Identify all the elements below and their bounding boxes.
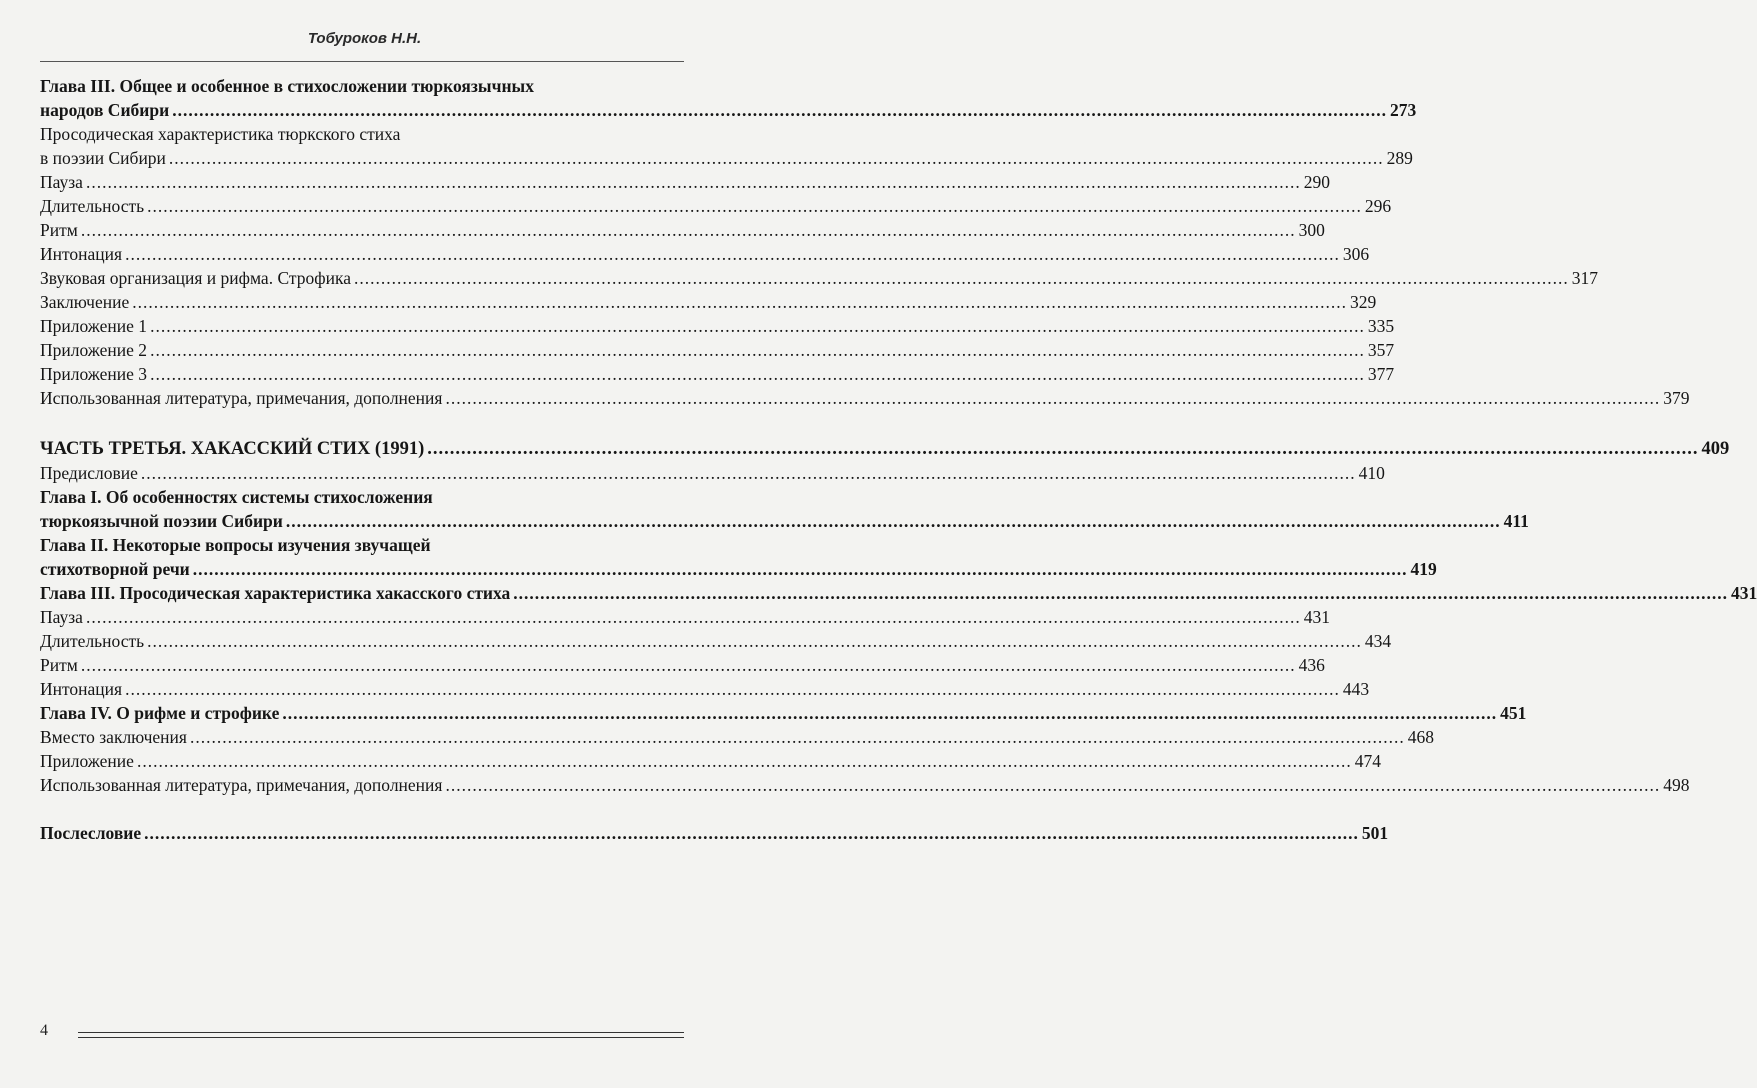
toc-entry-k-ch4[interactable] (40, 701, 1527, 725)
toc-entry-title: стихотворной речи (40, 559, 190, 579)
toc-entry-prosody-line1: Просодическая характеристика тюркского стиха (40, 124, 401, 144)
toc-entry-title: Приложение (40, 751, 134, 771)
dot-leader: .................................................................................................................................................................................................................................. (140, 463, 1356, 483)
toc-entry-page: 357 (1367, 340, 1395, 360)
toc-entry-pause[interactable] (40, 170, 1330, 194)
toc-entry-title: Интонация (40, 244, 123, 264)
dot-leader: .................................................................................................................................................................................................................................. (125, 244, 1340, 264)
toc-entry-appendix-3[interactable] (40, 362, 1395, 386)
toc-entry-page: 431 (1731, 583, 1757, 603)
dot-leader: .................................................................................................................................................................................................................................. (427, 439, 1699, 459)
toc-entry-title: Звуковая организация и рифма. Строфика (40, 268, 351, 288)
toc-entry-page: 443 (1342, 679, 1370, 699)
toc-entry-preface[interactable] (40, 461, 1385, 485)
toc-entry-page: 474 (1354, 751, 1381, 771)
table-of-contents (40, 74, 1757, 845)
dot-leader: .................................................................................................................................................................................................................................. (147, 196, 1362, 216)
toc-entry-title: в поэзии Сибири (40, 148, 166, 168)
toc-entry-page: 409 (1701, 439, 1730, 459)
toc-entry-title: Длительность (40, 631, 145, 651)
toc-entry-page: 317 (1571, 268, 1598, 288)
toc-entry-title: Приложение 1 (40, 316, 148, 336)
toc-entry-afterword[interactable] (40, 821, 1389, 845)
toc-entry-duration[interactable] (40, 629, 1392, 653)
toc-entry-literature[interactable] (40, 386, 1690, 410)
toc-entry-k-ch1[interactable] (40, 509, 1529, 533)
toc-entry-page: 377 (1367, 364, 1395, 384)
toc-entry-page: 419 (1410, 559, 1437, 579)
toc-entry-ch3-line1: Глава III. Общее и особенное в стихосложении тюркоязычных (40, 76, 534, 96)
dot-leader: .................................................................................................................................................................................................................................. (150, 316, 1365, 336)
toc-entry-page: 498 (1663, 775, 1690, 795)
toc-entry-page: 329 (1350, 292, 1377, 312)
toc-entry-title: Использованная литература, примечания, дополнения (40, 775, 443, 795)
toc-entry-part-three[interactable] (40, 437, 1730, 461)
toc-entry-k-ch3[interactable] (40, 581, 1757, 605)
toc-entry-page: 501 (1361, 823, 1389, 843)
toc-entry-instead-of-conclusion[interactable] (40, 725, 1434, 749)
section-gap (40, 410, 684, 437)
toc-entry-page: 468 (1407, 727, 1434, 747)
toc-entry-title: Глава IV. О рифме и строфике (40, 703, 280, 723)
toc-entry-title: ЧАСТЬ ТРЕТЬЯ. ХАКАССКИЙ СТИХ (1991) (40, 439, 425, 459)
toc-entry-page: 436 (1298, 655, 1325, 675)
toc-entry-title: народов Сибири (40, 100, 170, 120)
toc-entry-page: 296 (1364, 196, 1392, 216)
dot-leader: .................................................................................................................................................................................................................................. (132, 292, 1347, 312)
dot-leader: .................................................................................................................................................................................................................................. (136, 751, 1352, 771)
dot-leader: .................................................................................................................................................................................................................................. (189, 727, 1405, 747)
toc-entry-title: Вместо заключения (40, 727, 187, 747)
header-rule (40, 61, 684, 62)
toc-entry-title: Глава III. Просодическая характеристика хакасского стиха (40, 583, 511, 603)
toc-entry-title: Приложение 2 (40, 340, 148, 360)
toc-entry-prosody[interactable] (40, 146, 1413, 170)
toc-entry-k-ch1-line1: Глава I. Об особенностях системы стихосложения (40, 487, 433, 507)
toc-entry-intonation[interactable] (40, 242, 1370, 266)
toc-entry-sound-organization[interactable] (40, 266, 1598, 290)
toc-entry-title: Послесловие (40, 823, 142, 843)
toc-entry-literature[interactable] (40, 773, 1690, 797)
dot-leader: .................................................................................................................................................................................................................................. (192, 559, 1408, 579)
dot-leader: .................................................................................................................................................................................................................................. (445, 775, 1661, 795)
toc-entry-title: Использованная литература, примечания, дополнения (40, 388, 443, 408)
dot-leader: .................................................................................................................................................................................................................................. (285, 511, 1501, 531)
toc-entry-title: Ритм (40, 220, 78, 240)
toc-entry-page: 431 (1303, 607, 1330, 627)
dot-leader: .................................................................................................................................................................................................................................. (168, 148, 1384, 168)
toc-entry-duration[interactable] (40, 194, 1392, 218)
toc-entry-rhythm[interactable] (40, 218, 1325, 242)
dot-leader: .................................................................................................................................................................................................................................. (172, 100, 1387, 120)
dot-leader: .................................................................................................................................................................................................................................. (282, 703, 1498, 723)
footer-rule (78, 1037, 684, 1038)
toc-entry-appendix-2[interactable] (40, 338, 1395, 362)
toc-entry-conclusion[interactable] (40, 290, 1377, 314)
toc-entry-page: 289 (1386, 148, 1413, 168)
toc-entry-page: 335 (1367, 316, 1395, 336)
dot-leader: .................................................................................................................................................................................................................................. (353, 268, 1569, 288)
page-number: 4 (40, 1022, 48, 1039)
dot-leader: .................................................................................................................................................................................................................................. (80, 220, 1296, 240)
running-header: Тобуроков Н.Н. (307, 30, 422, 47)
toc-entry-title: Пауза (40, 607, 83, 627)
dot-leader: .................................................................................................................................................................................................................................. (445, 388, 1661, 408)
toc-entry-page: 434 (1364, 631, 1392, 651)
toc-entry-page: 379 (1663, 388, 1690, 408)
dot-leader: .................................................................................................................................................................................................................................. (85, 172, 1301, 192)
toc-entry-page: 411 (1503, 511, 1529, 531)
toc-entry-title: Длительность (40, 196, 145, 216)
toc-entry-title: Ритм (40, 655, 78, 675)
toc-entry-k-ch2[interactable] (40, 557, 1437, 581)
toc-entry-appendix[interactable] (40, 749, 1381, 773)
toc-entry-page: 410 (1358, 463, 1385, 483)
dot-leader: .................................................................................................................................................................................................................................. (150, 340, 1365, 360)
footer-rule (78, 1032, 684, 1033)
dot-leader: .................................................................................................................................................................................................................................. (125, 679, 1340, 699)
dot-leader: .................................................................................................................................................................................................................................. (85, 607, 1301, 627)
toc-entry-title: Приложение 3 (40, 364, 148, 384)
toc-entry-page: 306 (1342, 244, 1370, 264)
dot-leader: .................................................................................................................................................................................................................................. (144, 823, 1359, 843)
toc-entry-page: 451 (1500, 703, 1527, 723)
toc-entry-title: Интонация (40, 679, 123, 699)
toc-entry-title: Пауза (40, 172, 83, 192)
toc-entry-page: 290 (1303, 172, 1330, 192)
toc-entry-rhythm[interactable] (40, 653, 1325, 677)
dot-leader: .................................................................................................................................................................................................................................. (513, 583, 1729, 603)
dot-leader: .................................................................................................................................................................................................................................. (80, 655, 1296, 675)
toc-entry-intonation[interactable] (40, 677, 1370, 701)
section-gap (40, 797, 684, 821)
toc-entry-page: 300 (1298, 220, 1325, 240)
dot-leader: .................................................................................................................................................................................................................................. (150, 364, 1365, 384)
toc-entry-appendix-1[interactable] (40, 314, 1395, 338)
dot-leader: .................................................................................................................................................................................................................................. (147, 631, 1362, 651)
toc-entry-ch3[interactable] (40, 98, 1417, 122)
toc-entry-title: Заключение (40, 292, 130, 312)
toc-entry-title: тюркоязычной поэзии Сибири (40, 511, 283, 531)
toc-entry-title: Предисловие (40, 463, 138, 483)
toc-entry-pause[interactable] (40, 605, 1330, 629)
toc-entry-page: 273 (1389, 100, 1417, 120)
toc-entry-k-ch2-line1: Глава II. Некоторые вопросы изучения звучащей (40, 535, 431, 555)
